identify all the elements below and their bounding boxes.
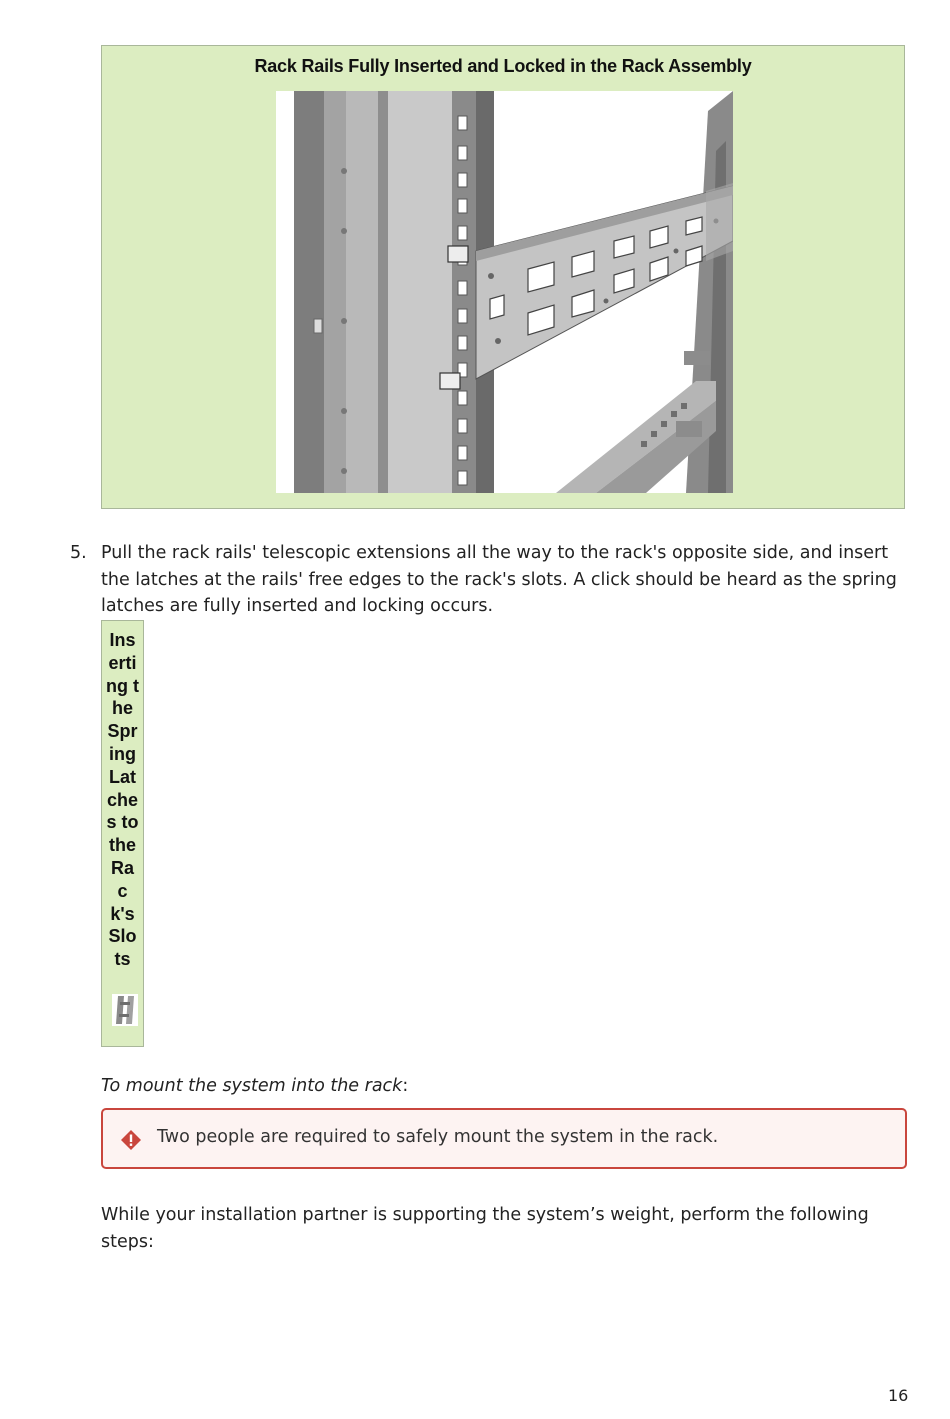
instruction-paragraph: While your installation partner is supporting the system’s weight, perform the following steps:: [101, 1205, 869, 1252]
step-text: Pull the rack rails' telescopic extensions all the way to the rack's opposite side, and insert the latches at the rails' free edges to the rack's slots. A click should be heard as the spring latches are fully inserted and locking occurs.: [101, 543, 897, 616]
mount-intro-colon: :: [402, 1076, 409, 1096]
figure-title: Inserting the Spring Latches to the Rack's Slots: [106, 630, 139, 970]
figure-title: Rack Rails Fully Inserted and Locked in the Rack Assembly: [254, 56, 752, 76]
figure-spring-latches: [101, 620, 144, 1047]
warning-text: Two people are required to safely mount the system in the rack.: [157, 1127, 719, 1147]
warning-icon: [120, 1129, 142, 1151]
warning-callout: [101, 1108, 907, 1169]
mount-intro-text: To mount the system into the rack: [101, 1076, 403, 1096]
page-number: 16: [888, 1386, 909, 1405]
rack-rail-illustration: [276, 91, 733, 493]
spring-latch-thumbnail: [112, 994, 138, 1026]
mount-intro: [101, 1076, 408, 1096]
figure-rack-rails-locked: [101, 45, 905, 509]
step-number: 5.: [70, 543, 87, 563]
